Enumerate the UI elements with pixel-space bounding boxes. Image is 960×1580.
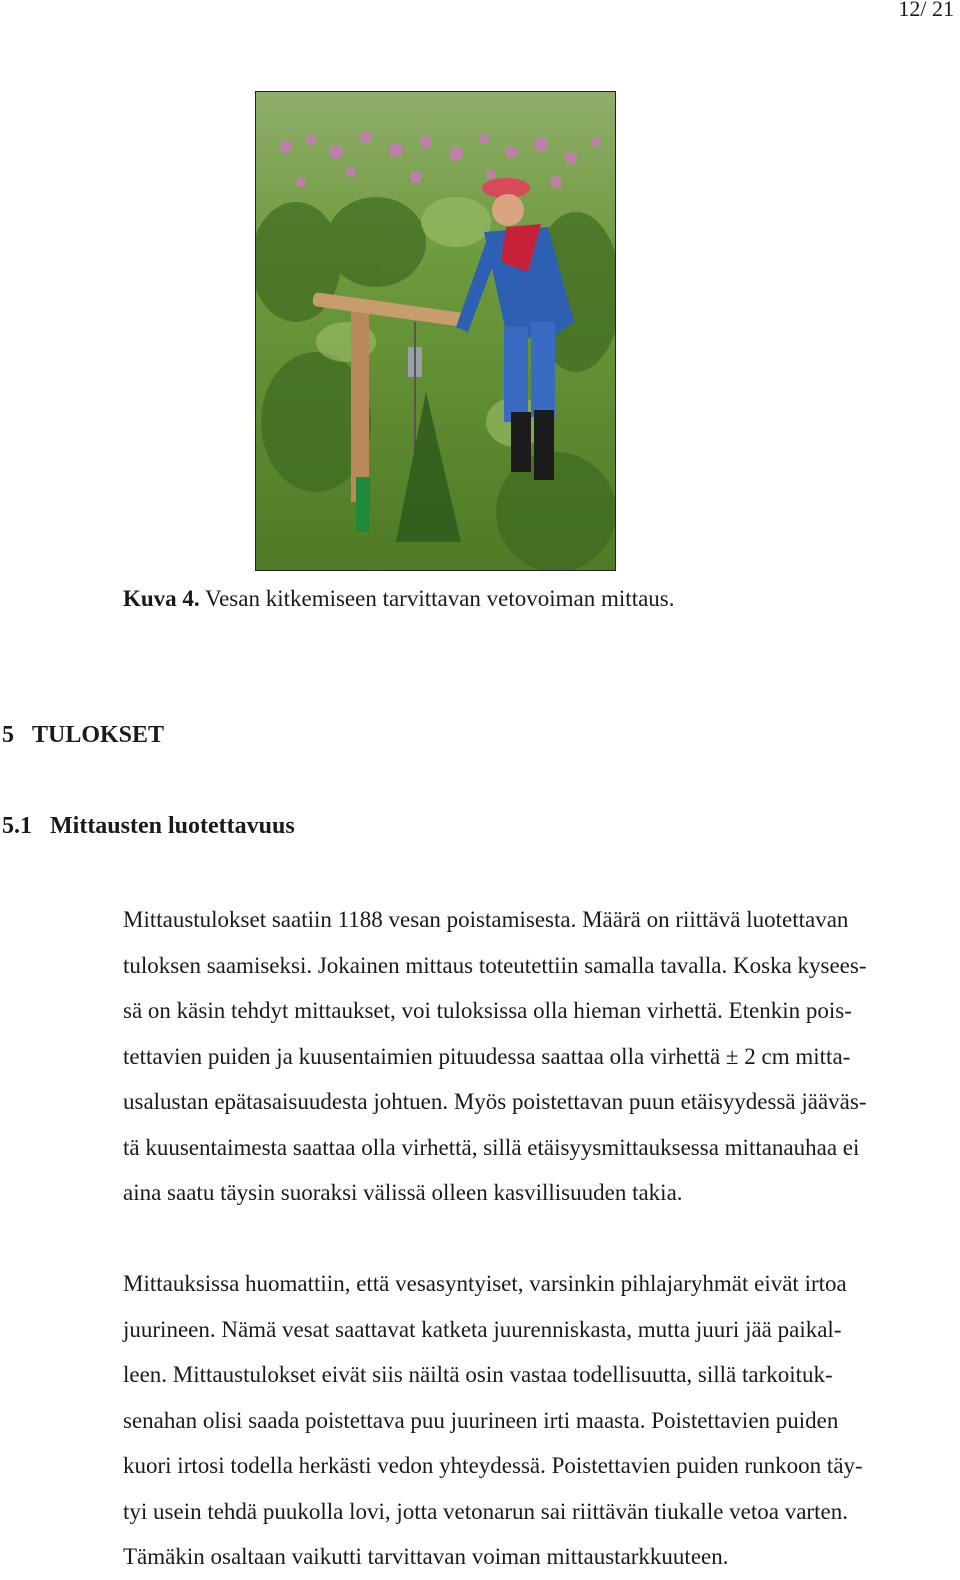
- paragraph-line: tuloksen saamiseksi. Jokainen mittaus toteutettiin samalla tavalla. Koska kysees-: [123, 952, 867, 978]
- paragraph-reliability: [123, 897, 953, 1216]
- photo-field-measurement-icon: [256, 92, 615, 570]
- section-title: TULOKSET: [32, 722, 165, 748]
- figure-caption-text: Vesan kitkemiseen tarvittavan vetovoiman mittaus.: [199, 586, 675, 611]
- field-photo: [255, 91, 616, 571]
- paragraph-line: Mittaustulokset saatiin 1188 vesan poistamisesta. Määrä on riittävä luotettavan: [123, 907, 849, 932]
- section-heading: [2, 722, 164, 749]
- paragraph-line: Mittauksissa huomattiin, että vesasyntyiset, varsinkin pihlajaryhmät eivät irtoa: [123, 1271, 847, 1296]
- paragraph-line: usalustan epätasaisuudesta johtuen. Myös poistettavan puun etäisyydessä jääväs-: [123, 1089, 867, 1114]
- paragraph-line: sä on käsin tehdyt mittaukset, voi tuloksissa olla hieman virhettä. Etenkin pois-: [123, 998, 852, 1023]
- paragraph-line: juurineen. Nämä vesat saattavat katketa juurenniskasta, mutta juuri jää paikal-: [123, 1316, 842, 1342]
- section-number: 5: [2, 722, 14, 748]
- subsection-heading: [2, 813, 295, 840]
- paragraph-line: kuori irtosi todella herkästi vedon yhteydessä. Poistettavien puiden runkoon täy-: [123, 1453, 863, 1478]
- page-number: 12/ 21: [898, 0, 954, 21]
- subsection-number: 5.1: [2, 813, 32, 839]
- paragraph-observations: [123, 1261, 953, 1580]
- figure-caption: [123, 586, 675, 612]
- figure-caption-label: Kuva 4.: [123, 586, 200, 611]
- paragraph-line: senahan olisi saada poistettava puu juurineen irti maasta. Poistettavien puiden: [123, 1407, 839, 1433]
- paragraph-line: tettavien puiden ja kuusentaimien pituudessa saattaa olla virhettä ± 2 cm mitta-: [123, 1043, 851, 1069]
- paragraph-line: leen. Mittaustulokset eivät siis näiltä osin vastaa todellisuutta, sillä tarkoituk-: [123, 1362, 833, 1387]
- subsection-title: Mittausten luotettavuus: [50, 813, 295, 839]
- paragraph-line: aina saatu täysin suoraksi välissä olleen kasvillisuuden takia.: [123, 1180, 683, 1205]
- paragraph-line: tä kuusentaimesta saattaa olla virhettä, sillä etäisyysmittauksessa mittanauhaa ei: [123, 1134, 860, 1160]
- paragraph-line: Tämäkin osaltaan vaikutti tarvittavan voiman mittaustarkkuuteen.: [123, 1544, 729, 1569]
- paragraph-line: tyi usein tehdä puukolla lovi, jotta vetonarun sai riittävän tiukalle vetoa varten.: [123, 1498, 848, 1524]
